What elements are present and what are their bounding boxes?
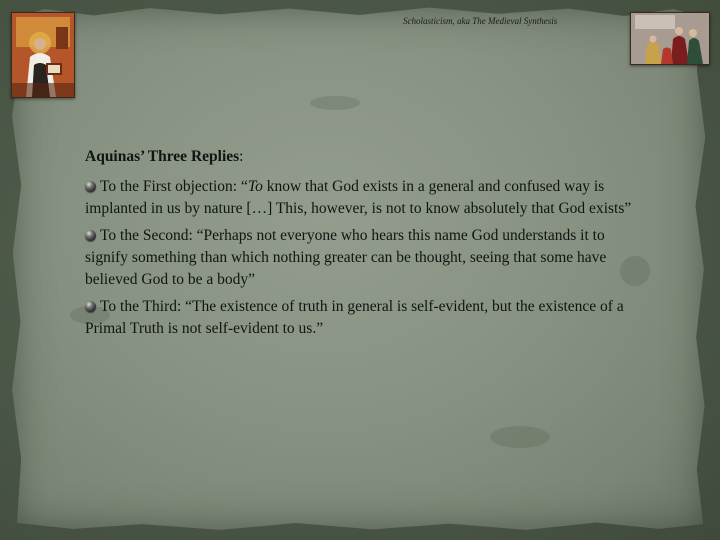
left-painting-image: [11, 12, 75, 98]
reply-first-rest: know that God exists in a general and confused way is implanted in us by nature […] This, however, is not to know absolutely that God exists”: [85, 178, 632, 217]
heading-text: Aquinas’ Three Replies: [85, 148, 240, 165]
reply-third-text: To the Third: “The existence of truth in general is self-evident, but the existence of a Primal Truth is not self-evident to us.”: [85, 298, 624, 337]
reply-first-prefix: To the First objection: “: [100, 178, 248, 195]
reply-first-italic: To: [247, 178, 263, 195]
bullet-icon: [85, 230, 96, 241]
reply-second-item: [85, 225, 645, 291]
figures-scene-illustration: [631, 13, 709, 64]
heading-colon: :: [239, 148, 244, 165]
reply-second-text: To the Second: “Perhaps not everyone who hears this name God understands it to signify something than which nothing greater can be thought, seeing that some have believed God to be a body”: [85, 227, 607, 288]
texture-speck: [310, 96, 360, 110]
slide-header-title: Scholasticism, aka The Medieval Synthesis: [403, 16, 558, 26]
right-painting-image: [630, 12, 710, 65]
slide-content: [85, 146, 645, 345]
bullet-icon: [85, 301, 96, 312]
texture-speck: [490, 426, 550, 448]
bullet-icon: [85, 181, 96, 192]
section-heading: [85, 146, 645, 168]
saint-reading-illustration: [12, 13, 74, 97]
reply-third-item: [85, 296, 645, 340]
reply-first-item: [85, 176, 645, 220]
